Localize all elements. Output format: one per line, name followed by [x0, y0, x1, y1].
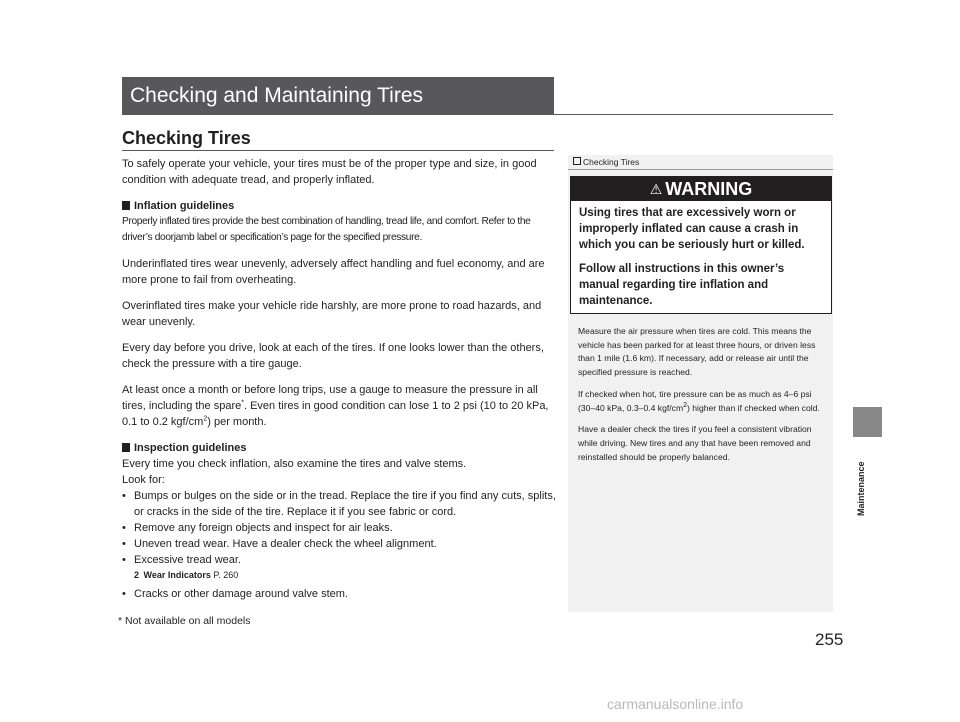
footnote: * Not available on all models — [118, 615, 251, 627]
inflation-paragraph: Properly inflated tires provide the best combination of handling, tread life, and comfort. Refer to the driver’s doorjamb label or specification’s page for the specified pressure. — [122, 216, 531, 243]
superscript-2: 2 — [203, 415, 208, 423]
chapter-tab[interactable] — [853, 407, 882, 437]
intro-paragraph: To safely operate your vehicle, your tires must be of the proper type and size, in good condition with adequate tread, and properly inflated. — [122, 158, 537, 186]
warning-header — [571, 177, 831, 201]
page-banner-title: Checking and Maintaining Tires — [130, 84, 423, 107]
sidebar-note-1: Measure the air pressure when tires are cold. This means the vehicle has been parked for at least three hours, or driven less than 1 mile (1.6 km). If necessary, add or release air until the specified pressure is reached. — [578, 326, 816, 378]
square-bullet-icon — [122, 201, 130, 210]
monthly-check-paragraph — [122, 382, 558, 430]
sidebar-note-2b: ) higher than if checked when cold. — [687, 402, 820, 413]
chapter-tab-label: Maintenance — [856, 461, 866, 516]
inspection-intro: Every time you check inflation, also examine the tires and valve stems. — [122, 458, 467, 470]
inflation-heading-text: Inflation guidelines — [134, 200, 235, 212]
page-banner — [122, 77, 554, 115]
square-bullet-icon — [122, 443, 130, 452]
list-item: • Remove any foreign objects and inspect for air leaks. — [122, 520, 558, 536]
warning-paragraph-2: Follow all instructions in this owner’s manual regarding tire inflation and maintenance. — [579, 263, 785, 307]
page-number: 255 — [815, 630, 844, 649]
warning-paragraph-1: Using tires that are excessively worn or improperly inflated can cause a crash in which you can be seriously hurt or killed. — [579, 207, 805, 251]
monthly-text-b: . Even tires in good condition can lose 1 to 2 psi (10 to 20 kPa, 0.1 to 0.2 kgf/cm — [122, 400, 549, 428]
overinflated-paragraph: Overinflated tires make your vehicle ride harshly, are more prone to road hazards, and wear unevenly. — [122, 300, 542, 328]
list-item: • Uneven tread wear. Have a dealer check the wheel alignment. — [122, 536, 558, 552]
monthly-text-a: At least once a month or before long trips, use a gauge to measure the pressure in all tires, including the spare — [122, 384, 538, 412]
look-for-label: Look for: — [122, 474, 165, 486]
inspection-list-continued — [122, 586, 558, 602]
warning-title: WARNING — [665, 179, 753, 199]
monthly-text-c: ) per month. — [207, 416, 267, 428]
watermark: carmanualsonline.info — [607, 696, 744, 712]
sidebar-notes — [578, 325, 826, 472]
list-item: • Cracks or other damage around valve stem. — [122, 586, 558, 602]
inflation-heading — [122, 198, 558, 214]
footnote-marker: * — [241, 399, 244, 407]
cross-reference-icon: 2 — [134, 570, 140, 580]
inspection-heading — [122, 440, 558, 456]
warning-body — [571, 201, 831, 309]
inspection-list — [122, 488, 558, 568]
warning-triangle-icon: ⚠ — [649, 181, 663, 197]
sidebar-caption — [573, 157, 639, 167]
sidebar-note-2a: If checked when hot, tire pressure can be as much as 4–6 psi (30–40 kPa, 0.3–0.4 kgf/cm — [578, 388, 812, 413]
superscript-2: 2 — [683, 401, 688, 409]
banner-rule — [554, 114, 833, 115]
sidebar-note-2 — [578, 388, 826, 415]
underinflated-paragraph: Underinflated tires wear unevenly, adversely affect handling and fuel economy, and are more prone to fail from overheating. — [122, 258, 545, 286]
list-item: • Excessive tread wear. — [122, 552, 558, 568]
sidebar-caption-text: Checking Tires — [583, 157, 640, 167]
daily-check-paragraph: Every day before you drive, look at each of the tires. If one looks lower than the others, check the pressure with a tire gauge. — [122, 342, 544, 370]
main-column — [122, 156, 558, 602]
xref-title: Wear Indicators — [143, 570, 211, 580]
section-title: Checking Tires — [122, 128, 251, 148]
warning-box — [570, 176, 832, 314]
xref-page: P. 260 — [213, 570, 239, 580]
sidebar-note-3: Have a dealer check the tires if you feel a consistent vibration while driving. New tires and any that have been removed and reinstalled should be properly balanced. — [578, 424, 812, 462]
title-rule — [122, 150, 554, 151]
note-box-icon — [573, 157, 581, 165]
caption-rule — [568, 169, 833, 170]
list-item: • Bumps or bulges on the side or in the tread. Replace the tire if you find any cuts, splits, or cracks in the side of the tire. Replace it if you see fabric or cord. — [122, 488, 558, 520]
wear-indicators-link[interactable] — [122, 568, 558, 582]
inspection-heading-text: Inspection guidelines — [134, 442, 247, 454]
